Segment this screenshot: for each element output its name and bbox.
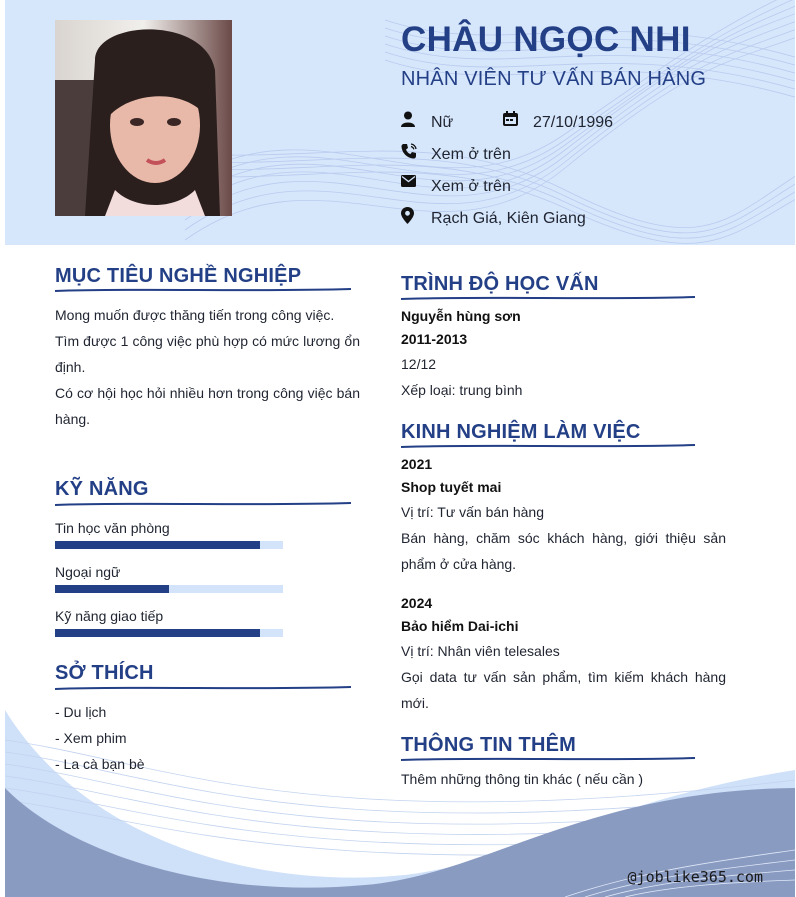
- job-description: Gọi data tư vấn sản phẩm, tìm kiếm khách hàng mới.: [401, 669, 726, 711]
- address-row: [401, 207, 586, 231]
- envelope-icon: [401, 178, 417, 196]
- extra-text: Thêm những thông tin khác ( nếu cần ): [401, 771, 644, 787]
- job-title: NHÂN VIÊN TƯ VẤN BÁN HÀNG: [401, 68, 707, 90]
- header-band: [5, 0, 795, 245]
- skills-title: KỸ NĂNG: [55, 478, 149, 500]
- objective-underline: [55, 287, 351, 293]
- extra-underline: [401, 756, 695, 762]
- objective-title: MỤC TIÊU NGHỀ NGHIỆP: [55, 265, 302, 287]
- experience-title: KINH NGHIỆM LÀM VIỆC: [401, 421, 641, 443]
- skill-bar-fill: [55, 541, 260, 549]
- address-value: Rạch Giá, Kiên Giang: [431, 210, 586, 227]
- experience-underline: [401, 443, 695, 449]
- hobbies-underline: [55, 685, 351, 691]
- skill-label: Ngoại ngữ: [55, 564, 121, 580]
- education-underline: [401, 295, 695, 301]
- phone-value: Xem ở trên: [431, 146, 511, 163]
- hobbies-title: SỞ THÍCH: [55, 662, 154, 684]
- skill-label: Tin học văn phòng: [55, 520, 170, 536]
- email-value: Xem ở trên: [431, 178, 511, 195]
- education-rank: Xếp loại: trung bình: [401, 382, 523, 398]
- phone-row: [401, 143, 511, 167]
- skills-underline: [55, 501, 351, 507]
- birthday-row: [503, 111, 613, 135]
- cv-page: [5, 0, 795, 897]
- education-grade: 12/12: [401, 356, 437, 372]
- education-years: 2011-2013: [401, 331, 468, 347]
- user-icon: [401, 114, 417, 132]
- hobby-item: - La cà bạn bè: [55, 756, 145, 772]
- gender-row: [401, 111, 453, 135]
- map-pin-icon: [401, 210, 417, 228]
- job-company: Bảo hiểm Dai-ichi: [401, 618, 519, 634]
- birthday-value: 27/10/1996: [533, 114, 614, 131]
- skill-bar: [55, 541, 283, 549]
- objective-line-2: Tìm được 1 công việc phù hợp có mức lương ổn định.: [55, 333, 360, 375]
- calendar-icon: [503, 114, 519, 132]
- extra-title: THÔNG TIN THÊM: [401, 734, 577, 756]
- skill-bar: [55, 629, 283, 637]
- skill-bar-fill: [55, 585, 169, 593]
- job-year: 2021: [401, 456, 433, 472]
- skill-bar-fill: [55, 629, 260, 637]
- objective-line-3: Có cơ hội học hỏi nhiều hơn trong công việc bán hàng.: [55, 385, 360, 427]
- job-company: Shop tuyết mai: [401, 479, 502, 495]
- education-title: TRÌNH ĐỘ HỌC VẤN: [401, 273, 599, 295]
- job-description: Bán hàng, chăm sóc khách hàng, giới thiệu sản phẩm ở cửa hàng.: [401, 530, 726, 572]
- phone-icon: [401, 146, 417, 164]
- objective-line-1: Mong muốn được thăng tiến trong công việc.: [55, 307, 335, 323]
- gender-value: Nữ: [431, 114, 454, 131]
- profile-photo: [55, 20, 232, 216]
- job-year: 2024: [401, 595, 433, 611]
- watermark: @joblike365.com: [627, 868, 763, 886]
- email-row: [401, 175, 511, 199]
- hobby-item: - Xem phim: [55, 730, 127, 746]
- candidate-name: CHÂU NGỌC NHI: [401, 20, 691, 59]
- hobby-item: - Du lịch: [55, 704, 107, 720]
- skill-bar: [55, 585, 283, 593]
- skill-label: Kỹ năng giao tiếp: [55, 608, 164, 624]
- education-school: Nguyễn hùng sơn: [401, 308, 521, 324]
- job-position: Vị trí: Tư vấn bán hàng: [401, 504, 544, 520]
- job-position: Vị trí: Nhân viên telesales: [401, 643, 560, 659]
